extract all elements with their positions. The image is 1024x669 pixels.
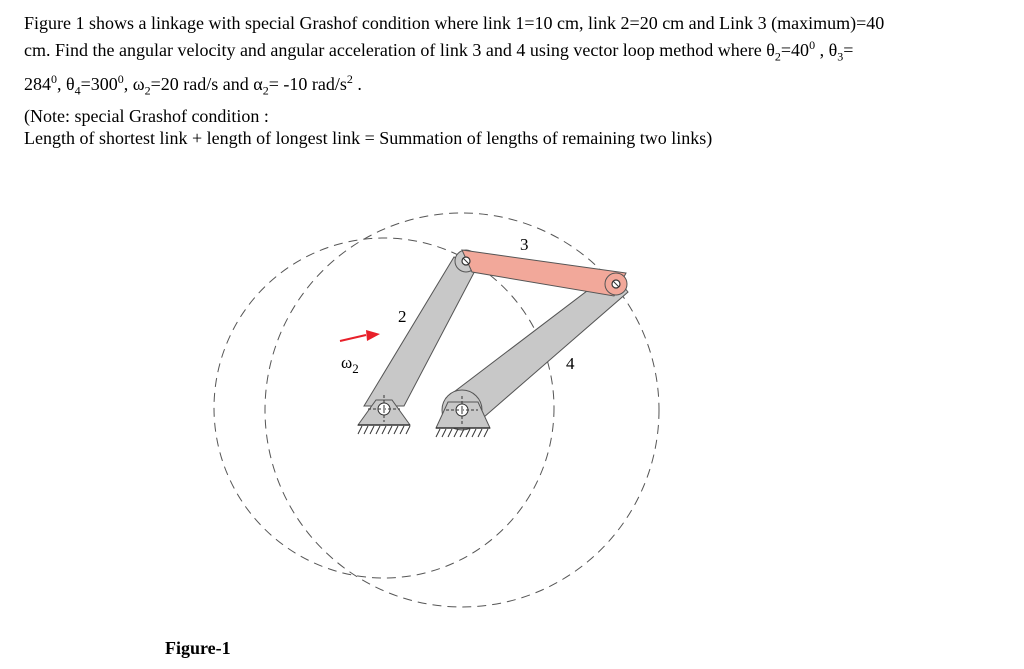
label-omega2 <box>341 353 359 376</box>
problem-line-2-text-a: cm. Find the angular velocity and angular acceleration of link 3 and 4 using vector loop method where θ <box>24 40 775 60</box>
omega2-arrow <box>340 330 380 341</box>
degree-sup: 0 <box>51 71 57 86</box>
theta3-subscript: 3 <box>837 49 844 64</box>
theta2-subscript: 2 <box>774 49 781 64</box>
link-3 <box>462 250 626 296</box>
problem-line-3-text-f: = -10 rad/s <box>268 73 347 94</box>
note-line-1: (Note: special Grashof condition : <box>24 106 269 126</box>
problem-line-3-text-e: =20 rad/s and α <box>150 73 263 94</box>
problem-line-2-text-d: = <box>843 40 854 60</box>
problem-line-2-text-c: , θ <box>815 40 838 60</box>
note-line-2: Length of shortest link + length of longest link = Summation of lengths of remaining two links) <box>24 128 713 148</box>
problem-line-3-text-a: 284 <box>24 73 51 94</box>
problem-line-3-text-g: . <box>352 73 362 94</box>
problem-line-3-text-b: , θ <box>57 73 75 94</box>
figure-caption: Figure-1 <box>165 638 231 658</box>
omega-subscript: 2 <box>352 361 359 376</box>
problem-line-2-text-b: =40 <box>780 40 810 60</box>
link-2 <box>364 257 478 406</box>
alpha2-subscript: 2 <box>262 83 269 98</box>
label-link-4: 4 <box>566 354 575 373</box>
label-link-3: 3 <box>520 235 529 254</box>
theta4-subscript: 4 <box>74 83 81 98</box>
degree-sup: 0 <box>117 71 124 86</box>
problem-line-3-text-d: , ω <box>123 73 145 94</box>
problem-line-1-text: Figure 1 shows a linkage with special Grashof condition where link 1=10 cm, link 2=20 cm and Link 3 (maximum)=40 <box>24 13 885 33</box>
degree-sup: 0 <box>809 38 816 52</box>
squared-sup: 2 <box>346 71 353 86</box>
omega2-subscript: 2 <box>144 83 151 98</box>
omega-symbol: ω <box>341 353 353 372</box>
label-link-2: 2 <box>398 307 407 326</box>
problem-line-3-text-c: =300 <box>80 73 118 94</box>
